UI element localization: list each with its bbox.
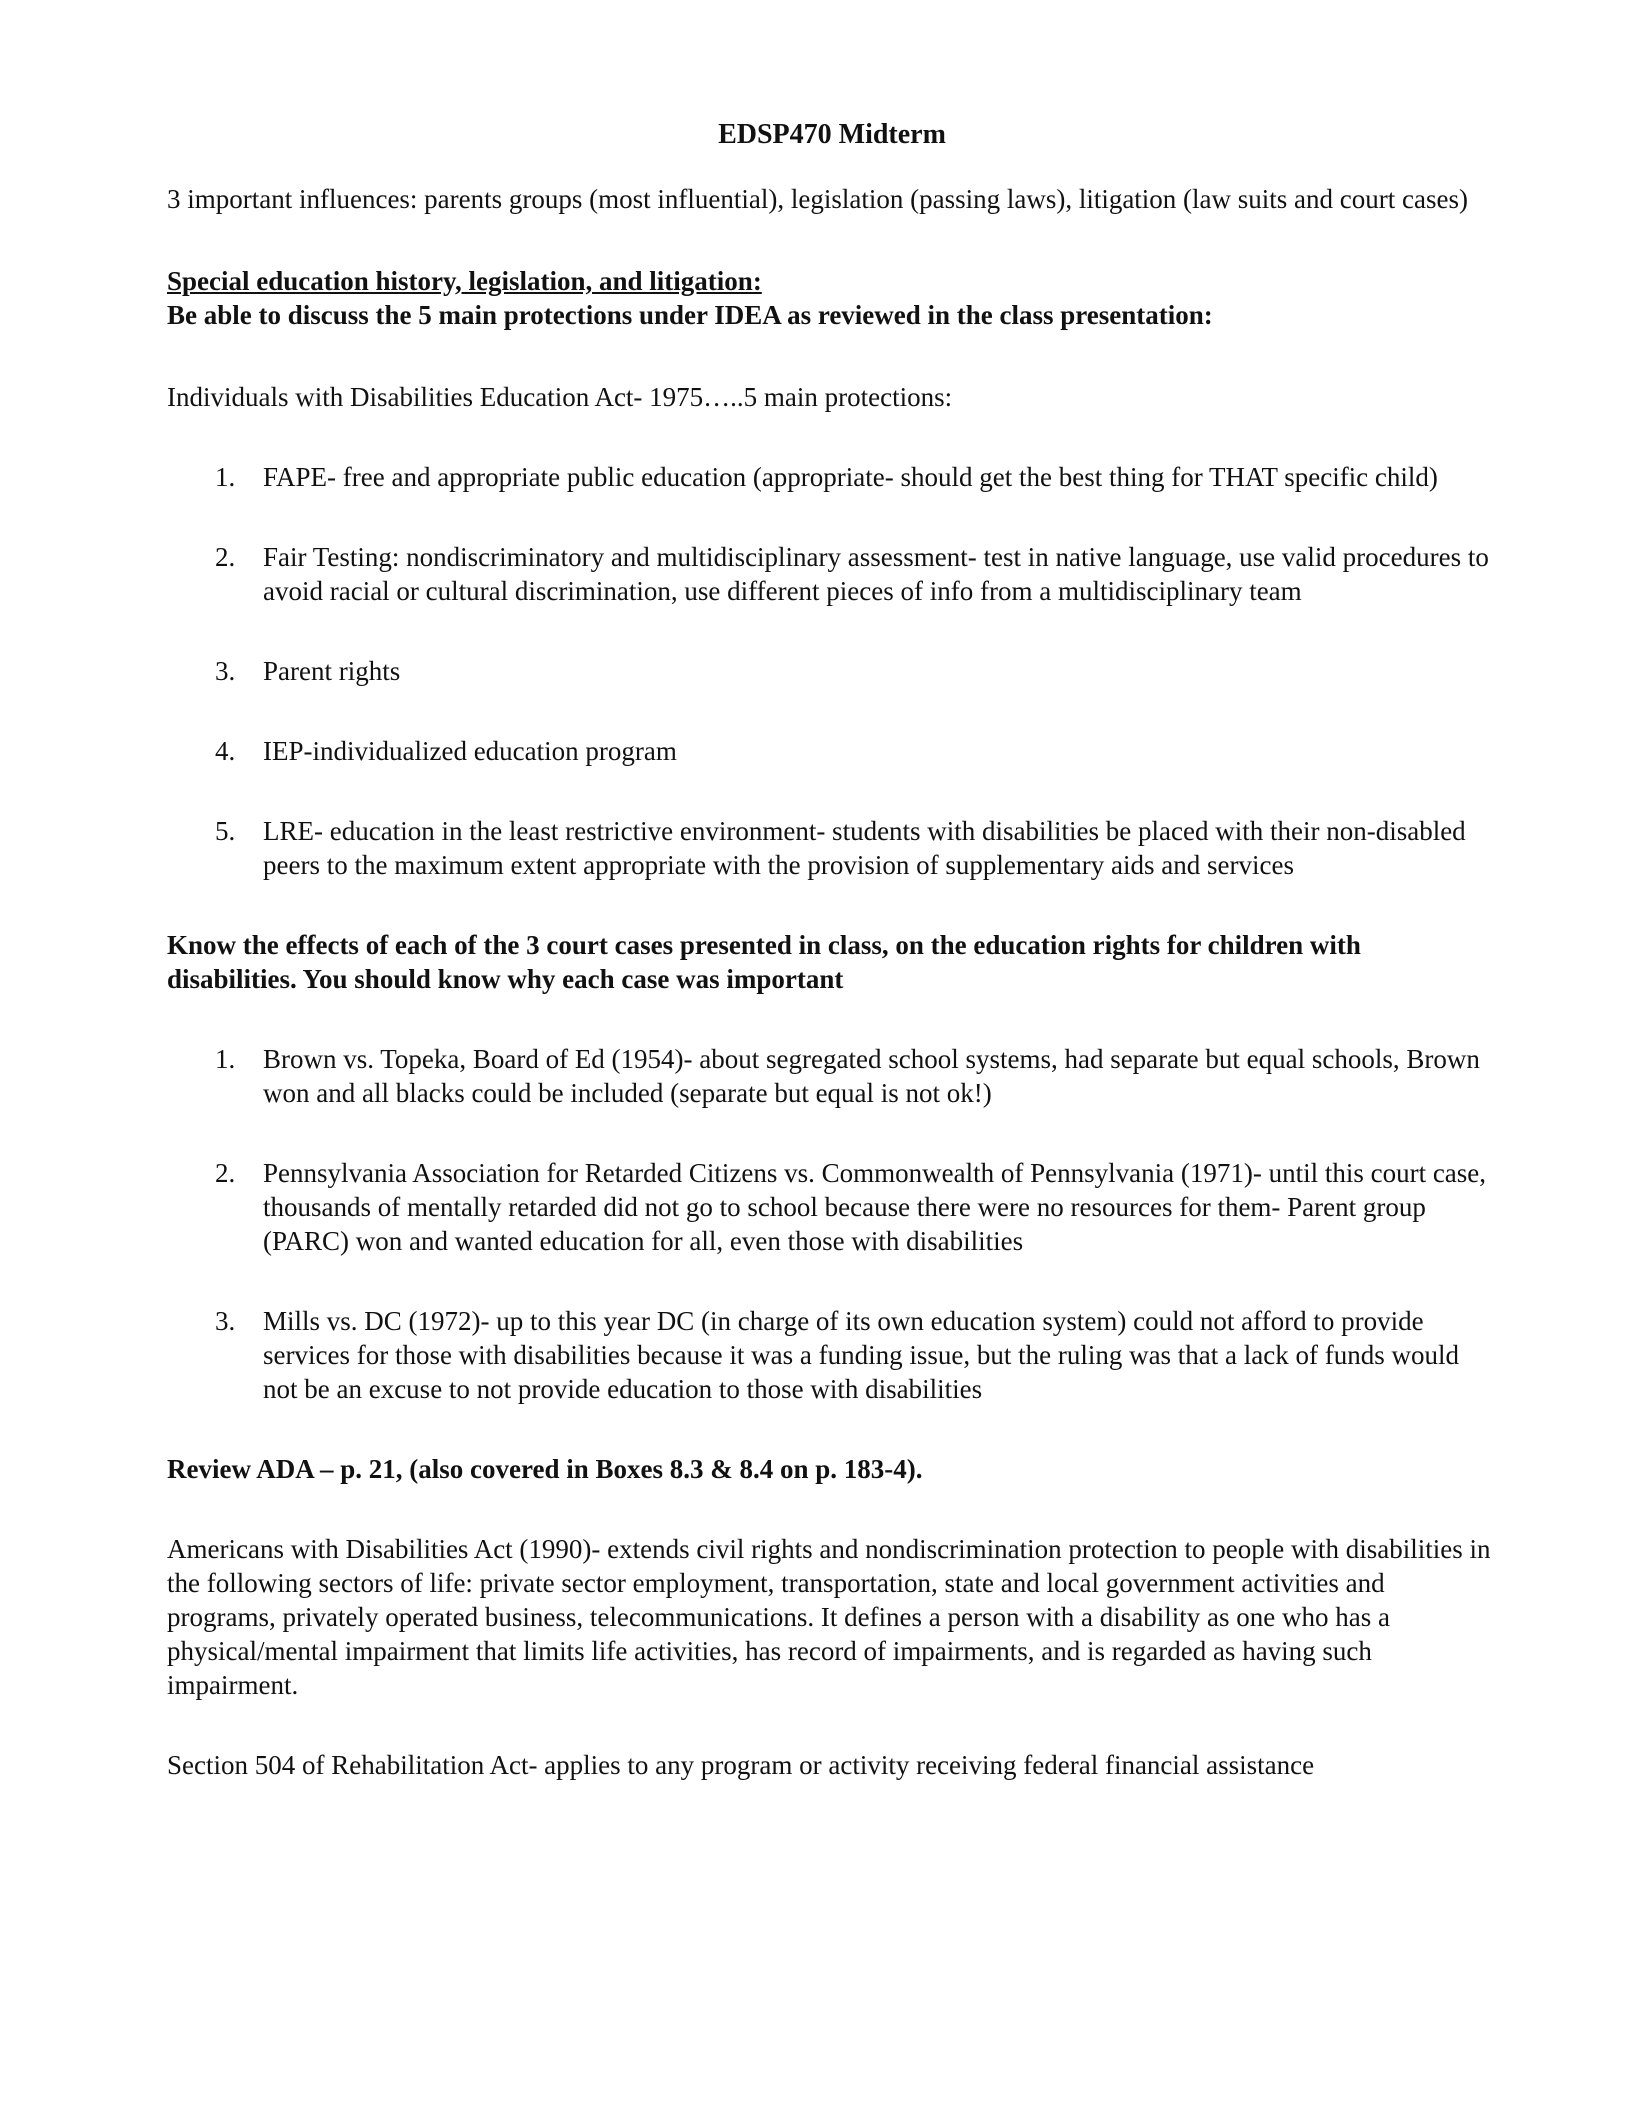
list-item-number: 5. — [215, 816, 236, 846]
list-item-number: 4. — [215, 736, 236, 766]
list-item — [167, 460, 1497, 494]
list-item — [167, 814, 1497, 882]
section-heading-history: Special education history, legislation, and litigation: — [167, 266, 762, 296]
idea-lead-paragraph: Individuals with Disabilities Education Act- 1975…..5 main protections: — [167, 382, 953, 412]
intro-paragraph: 3 important influences: parents groups (most influential), legislation (passing laws), litigation (law suits and court cases) — [167, 184, 1468, 214]
list-item — [167, 540, 1497, 608]
list-item-number: 3. — [215, 656, 236, 686]
document-page — [167, 118, 1497, 1782]
list-item-number: 2. — [215, 542, 236, 572]
list-item — [167, 734, 1497, 768]
list-item-text: Mills vs. DC (1972)- up to this year DC (in charge of its own education system) could not afford to provide services for those with disabilities because it was a funding issue, but the ruling was that a lack of funds would not be an excuse to not provide education to those with disabilities — [263, 1306, 1459, 1404]
list-item-number: 1. — [215, 462, 236, 492]
list-item-text: IEP-individualized education program — [263, 736, 677, 766]
list-item-number: 3. — [215, 1306, 236, 1336]
ada-paragraph: Americans with Disabilities Act (1990)- extends civil rights and nondiscrimination protection to people with disabilities in the following sectors of life: private sector employment, transportation, state and local government activities and programs, privately operated business, telecommunications. It defines a person with a disability as one who has a physical/mental impairment that limits life activities, has record of impairments, and is regarded as having such impairment. — [167, 1534, 1491, 1700]
document-title: EDSP470 Midterm — [718, 119, 946, 150]
court-cases-list — [167, 1042, 1497, 1406]
list-item — [167, 1156, 1497, 1258]
list-item — [167, 654, 1497, 688]
list-item-text: FAPE- free and appropriate public education (appropriate- should get the best thing for THAT specific child) — [263, 462, 1438, 492]
list-item-text: Pennsylvania Association for Retarded Citizens vs. Commonwealth of Pennsylvania (1971)- until this court case, thousands of mentally retarded did not go to school because there were no resources for them- Parent group (PARC) won and wanted education for all, even those with disabilities — [263, 1158, 1487, 1256]
list-item-text: LRE- education in the least restrictive environment- students with disabilities be placed with their non-disabled peers to the maximum extent appropriate with the provision of supplementary aids and services — [263, 816, 1466, 880]
section-504-paragraph: Section 504 of Rehabilitation Act- applies to any program or activity receiving federal financial assistance — [167, 1750, 1315, 1780]
idea-protections-list — [167, 460, 1497, 882]
list-item — [167, 1304, 1497, 1406]
list-item — [167, 1042, 1497, 1110]
list-item-number: 2. — [215, 1158, 236, 1188]
list-item-text: Parent rights — [263, 656, 401, 686]
list-item-number: 1. — [215, 1044, 236, 1074]
list-item-text: Brown vs. Topeka, Board of Ed (1954)- about segregated school systems, had separate but equal schools, Brown won and all blacks could be included (separate but equal is not ok!) — [263, 1044, 1480, 1108]
section-heading-court-cases: Know the effects of each of the 3 court cases presented in class, on the education rights for children with disabilities. You should know why each case was important — [167, 930, 1361, 994]
section-subheading-idea: Be able to discuss the 5 main protections under IDEA as reviewed in the class presentation: — [167, 300, 1213, 330]
list-item-text: Fair Testing: nondiscriminatory and multidisciplinary assessment- test in native language, use valid procedures to avoid racial or cultural discrimination, use different pieces of info from a multidisciplinary team — [263, 542, 1489, 606]
section-heading-ada: Review ADA – p. 21, (also covered in Boxes 8.3 & 8.4 on p. 183-4). — [167, 1454, 923, 1484]
